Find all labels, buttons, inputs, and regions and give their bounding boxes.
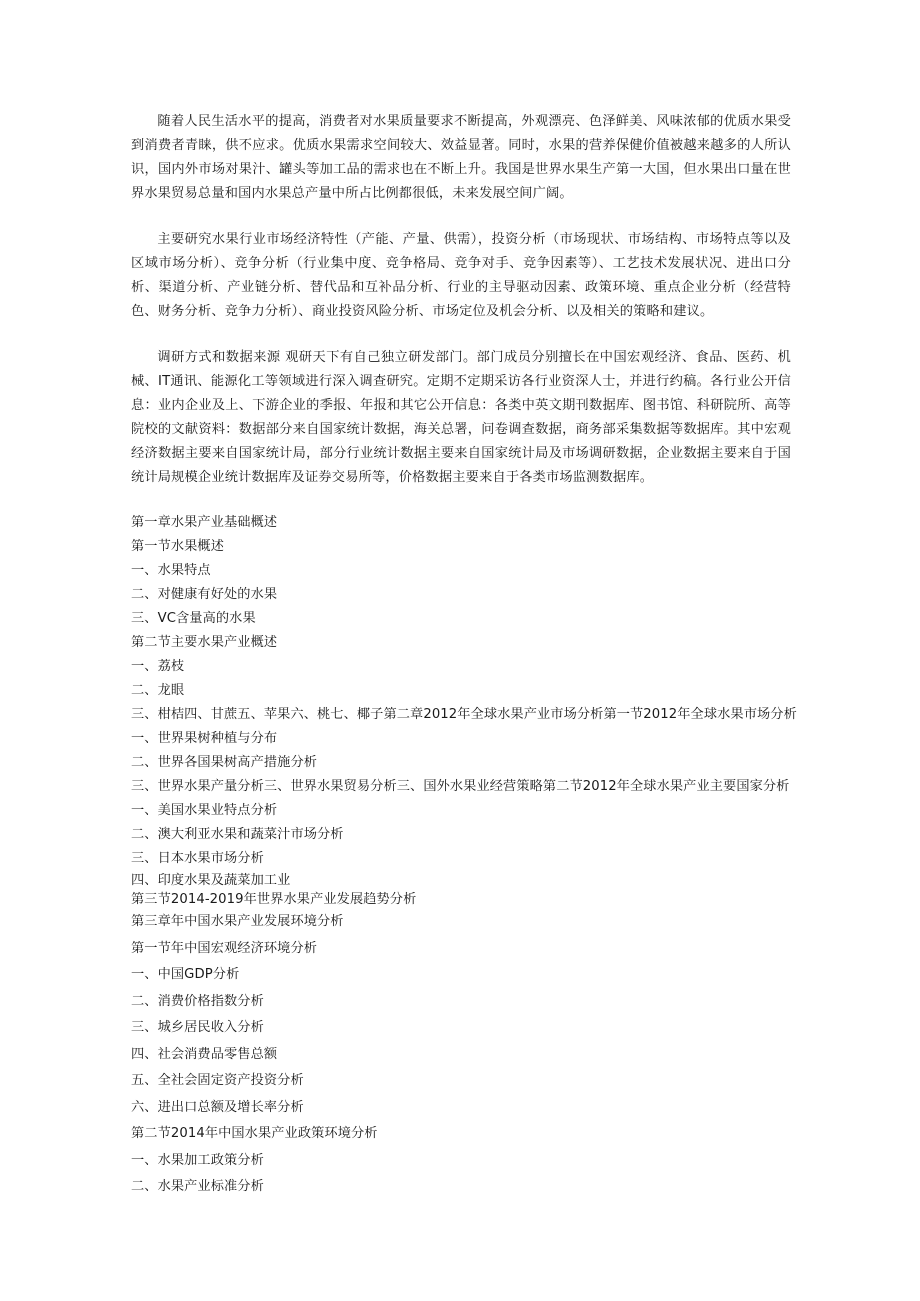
toc-entry: 一、水果特点	[131, 563, 211, 578]
table-of-contents	[131, 511, 811, 1201]
toc-entry: 二、龙眼	[131, 683, 185, 698]
toc-entry: 二、水果产业标准分析	[131, 1179, 264, 1194]
toc-section-2-3: 第三节2014-2019年世界水果产业发展趋势分析	[131, 892, 417, 907]
toc-entry: 一、荔枝	[131, 659, 185, 674]
intro-paragraph-scope: 主要研究水果行业市场经济特性（产能、产量、供需），投资分析（市场现状、市场结构、市场特点等以及区域市场分析）、竞争分析（行业集中度、竞争格局、竞争对手、竞争因素等）、工艺技术发展状况、进出口分析、渠道分析、产业链分析、替代品和互补品分析、行业的主导驱动因素、政策环境、重点企业分析（经营特色、财务分析、竞争力分析）、商业投资风险分析、市场定位及机会分析、以及相关的策略和建议。	[131, 232, 791, 319]
intro-paragraph-methodology: 调研方式和数据来源 观研天下有自己独立研发部门。部门成员分别擅长在中国宏观经济、食品、医药、机械、IT通讯、能源化工等领域进行深入调查研究。定期不定期采访各行业资深人士，并进行约稿。各行业公开信息：业内企业及上、下游企业的季报、年报和其它公开信息：各类中英文期刊数据库、图书馆、科研院所、高等院校的文献资料：数据部分来自国家统计数据，海关总署，问卷调查数据，商务部采集数据等数据库。其中宏观经济数据主要来自国家统计局，部分行业统计数据主要来自国家统计局及市场调研数据，企业数据主要来自于国统计局规模企业统计数据库及证券交易所等，价格数据主要来自于各类市场监测数据库。	[131, 350, 791, 485]
toc-entry: 三、城乡居民收入分析	[131, 1020, 264, 1035]
toc-entry: 二、消费价格指数分析	[131, 993, 264, 1009]
toc-entry: 六、进出口总额及增长率分析	[131, 1099, 304, 1115]
toc-entry: 二、世界各国果树高产措施分析	[131, 755, 318, 770]
toc-entry: 一、世界果树种植与分布	[131, 731, 278, 746]
toc-entry: 二、澳大利亚水果和蔬菜汁市场分析	[131, 827, 344, 842]
toc-entry: 一、中国GDP分析	[131, 967, 240, 982]
toc-section-1-2: 第二节主要水果产业概述	[131, 635, 278, 650]
toc-entry: 三、VC含量高的水果	[131, 611, 256, 626]
toc-entry: 三、日本水果市场分析	[131, 851, 264, 866]
toc-section-3-1: 第一节年中国宏观经济环境分析	[131, 940, 318, 956]
intro-section	[131, 110, 791, 512]
toc-entry: 四、社会消费品零售总额	[131, 1046, 278, 1062]
toc-section-3-2: 第二节2014年中国水果产业政策环境分析	[131, 1126, 378, 1141]
toc-chapter-3: 第三章年中国水果产业发展环境分析	[131, 914, 344, 929]
toc-entry: 三、世界水果产量分析三、世界水果贸易分析三、国外水果业经营策略第二节2012年全球水果产业主要国家分析	[131, 779, 790, 794]
toc-entry: 五、全社会固定资产投资分析	[131, 1073, 304, 1088]
toc-entry: 二、对健康有好处的水果	[131, 587, 278, 602]
toc-entry: 三、柑桔四、甘蔗五、苹果六、桃七、椰子第二章2012年全球水果产业市场分析第一节2012年全球水果市场分析	[131, 707, 797, 722]
toc-entry: 一、美国水果业特点分析	[131, 803, 278, 818]
toc-section-1-1: 第一节水果概述	[131, 539, 225, 554]
intro-paragraph-market: 随着人民生活水平的提高，消费者对水果质量要求不断提高，外观漂亮、色泽鲜美、风味浓郁的优质水果受到消费者青睐，供不应求。优质水果需求空间较大、效益显著。同时，水果的营养保健价值被越来越多的人所认识，国内外市场对果汁、罐头等加工品的需求也在不断上升。我国是世界水果生产第一大国，但水果出口量在世界水果贸易总量和国内水果总产量中所占比例都很低，未来发展空间广阔。	[131, 114, 791, 201]
toc-entry: 一、水果加工政策分析	[131, 1152, 264, 1168]
toc-chapter-1: 第一章水果产业基础概述	[131, 515, 278, 530]
toc-entry: 四、印度水果及蔬菜加工业	[131, 873, 291, 888]
